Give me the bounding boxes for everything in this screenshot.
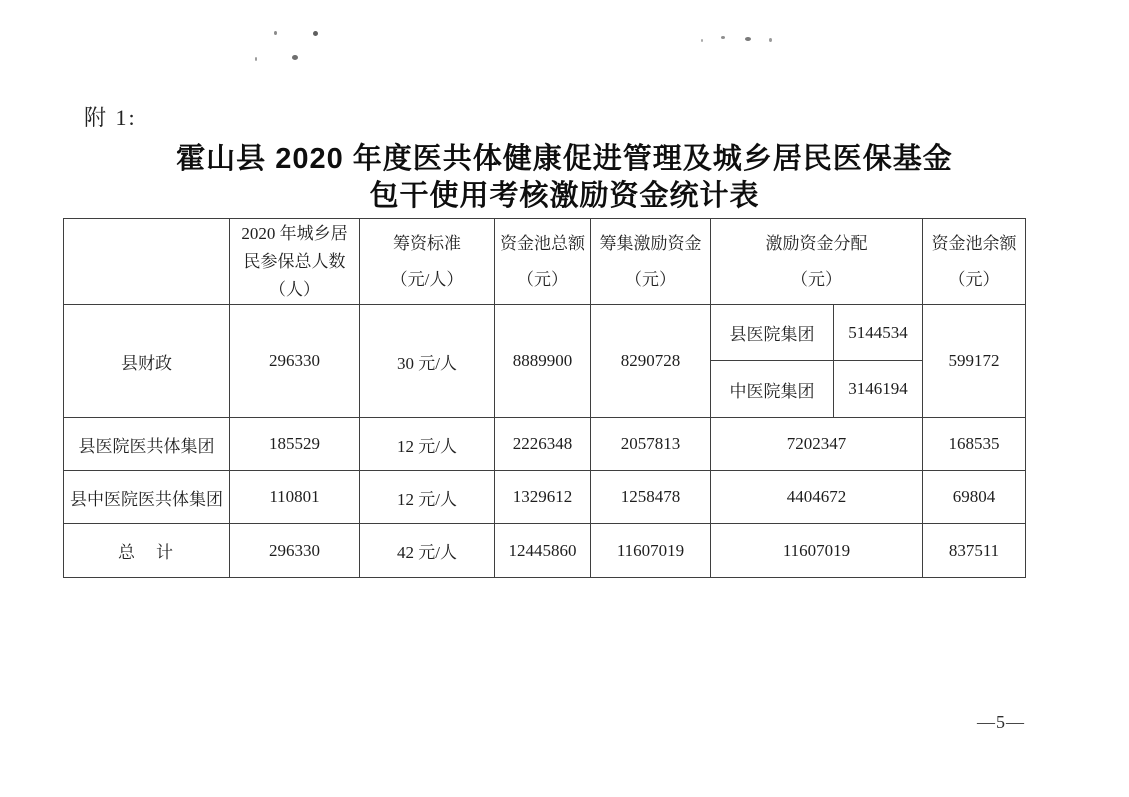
- page-number: —5—: [977, 712, 1025, 732]
- header-line: （元）: [791, 269, 842, 289]
- header-standard-lines: [360, 233, 494, 291]
- cell-funding-standard: 42 元/人: [360, 524, 495, 578]
- cell-funding-standard: 12 元/人: [360, 471, 495, 524]
- cell-insured: 296330: [230, 524, 360, 578]
- header-line: 筹资标准: [393, 233, 461, 253]
- header-line: （元）: [625, 269, 676, 289]
- document-title: [0, 141, 1129, 215]
- header-pool-balance: [923, 219, 1026, 305]
- cell-insured: 110801: [230, 471, 360, 524]
- cell-pool-total: 8889900: [495, 305, 591, 418]
- header-funding-standard: [360, 219, 495, 305]
- header-line: （元/人）: [390, 269, 464, 289]
- cell-pool-total: 1329612: [495, 471, 591, 524]
- scan-speck: [701, 39, 703, 42]
- header-line: （元）: [517, 269, 568, 289]
- header-raised-incentive: [591, 219, 711, 305]
- row-label: 县财政: [64, 305, 230, 418]
- cell-pool-balance: 168535: [923, 418, 1026, 471]
- row-label: 县中医院医共体集团: [64, 471, 230, 524]
- cell-pool-total: 2226348: [495, 418, 591, 471]
- cell-raised-incentive: 11607019: [591, 524, 711, 578]
- cell-allocation: 7202347: [711, 418, 923, 471]
- table-row-county-hospital-group: [64, 418, 1026, 471]
- cell-insured: 296330: [230, 305, 360, 418]
- header-pool-total-lines: [495, 233, 590, 291]
- header-raised-lines: [591, 233, 710, 291]
- scan-speck: [255, 57, 257, 61]
- header-allocation: [711, 219, 923, 305]
- header-line: 筹集激励资金: [599, 233, 702, 253]
- table-row-county-finance: [64, 305, 1026, 361]
- header-line: （人）: [269, 279, 320, 299]
- cell-funding-standard: 30 元/人: [360, 305, 495, 418]
- scan-speck: [274, 31, 277, 35]
- scan-speck: [745, 37, 751, 41]
- table-row-tcm-hospital-group: [64, 471, 1026, 524]
- header-line: 资金池余额: [931, 233, 1017, 253]
- cell-allocation-recipient: 中医院集团: [711, 361, 834, 418]
- header-allocation-lines: [711, 233, 922, 291]
- row-label: 总 计: [64, 524, 230, 578]
- header-line: （元）: [948, 269, 1000, 289]
- header-insured: [230, 219, 360, 305]
- header-line: 2020 年城乡居: [241, 223, 348, 243]
- cell-allocation: 4404672: [711, 471, 923, 524]
- statistics-table: [63, 218, 1026, 578]
- cell-insured: 185529: [230, 418, 360, 471]
- row-label: 县医院医共体集团: [64, 418, 230, 471]
- cell-pool-total: 12445860: [495, 524, 591, 578]
- cell-raised-incentive: 8290728: [591, 305, 711, 418]
- table-header-row: [64, 219, 1026, 305]
- scan-speck: [721, 36, 725, 39]
- header-balance-lines: [923, 233, 1025, 291]
- table-row-total: [64, 524, 1026, 578]
- header-line: 资金池总额: [500, 233, 585, 253]
- header-insured-lines: [230, 222, 359, 302]
- cell-pool-balance: 837511: [923, 524, 1026, 578]
- header-line: 民参保总人数: [243, 251, 346, 271]
- scan-speck: [313, 31, 318, 36]
- cell-raised-incentive: 2057813: [591, 418, 711, 471]
- cell-allocation-amount: 3146194: [834, 361, 923, 418]
- header-empty-cell: [64, 219, 230, 305]
- title-line-1: 霍山县 2020 年度医共体健康促进管理及城乡居民医保基金: [176, 143, 953, 175]
- scan-speck: [292, 55, 298, 60]
- cell-allocation: 11607019: [711, 524, 923, 578]
- cell-allocation-recipient: 县医院集团: [711, 305, 834, 361]
- cell-funding-standard: 12 元/人: [360, 418, 495, 471]
- cell-pool-balance: 69804: [923, 471, 1026, 524]
- attachment-label: 附 1:: [84, 105, 137, 130]
- cell-allocation-amount: 5144534: [834, 305, 923, 361]
- title-line-2: 包干使用考核激励资金统计表: [369, 180, 760, 212]
- scan-speck: [769, 38, 772, 42]
- cell-raised-incentive: 1258478: [591, 471, 711, 524]
- cell-pool-balance: 599172: [923, 305, 1026, 418]
- header-line: 激励资金分配: [765, 233, 868, 253]
- header-pool-total: [495, 219, 591, 305]
